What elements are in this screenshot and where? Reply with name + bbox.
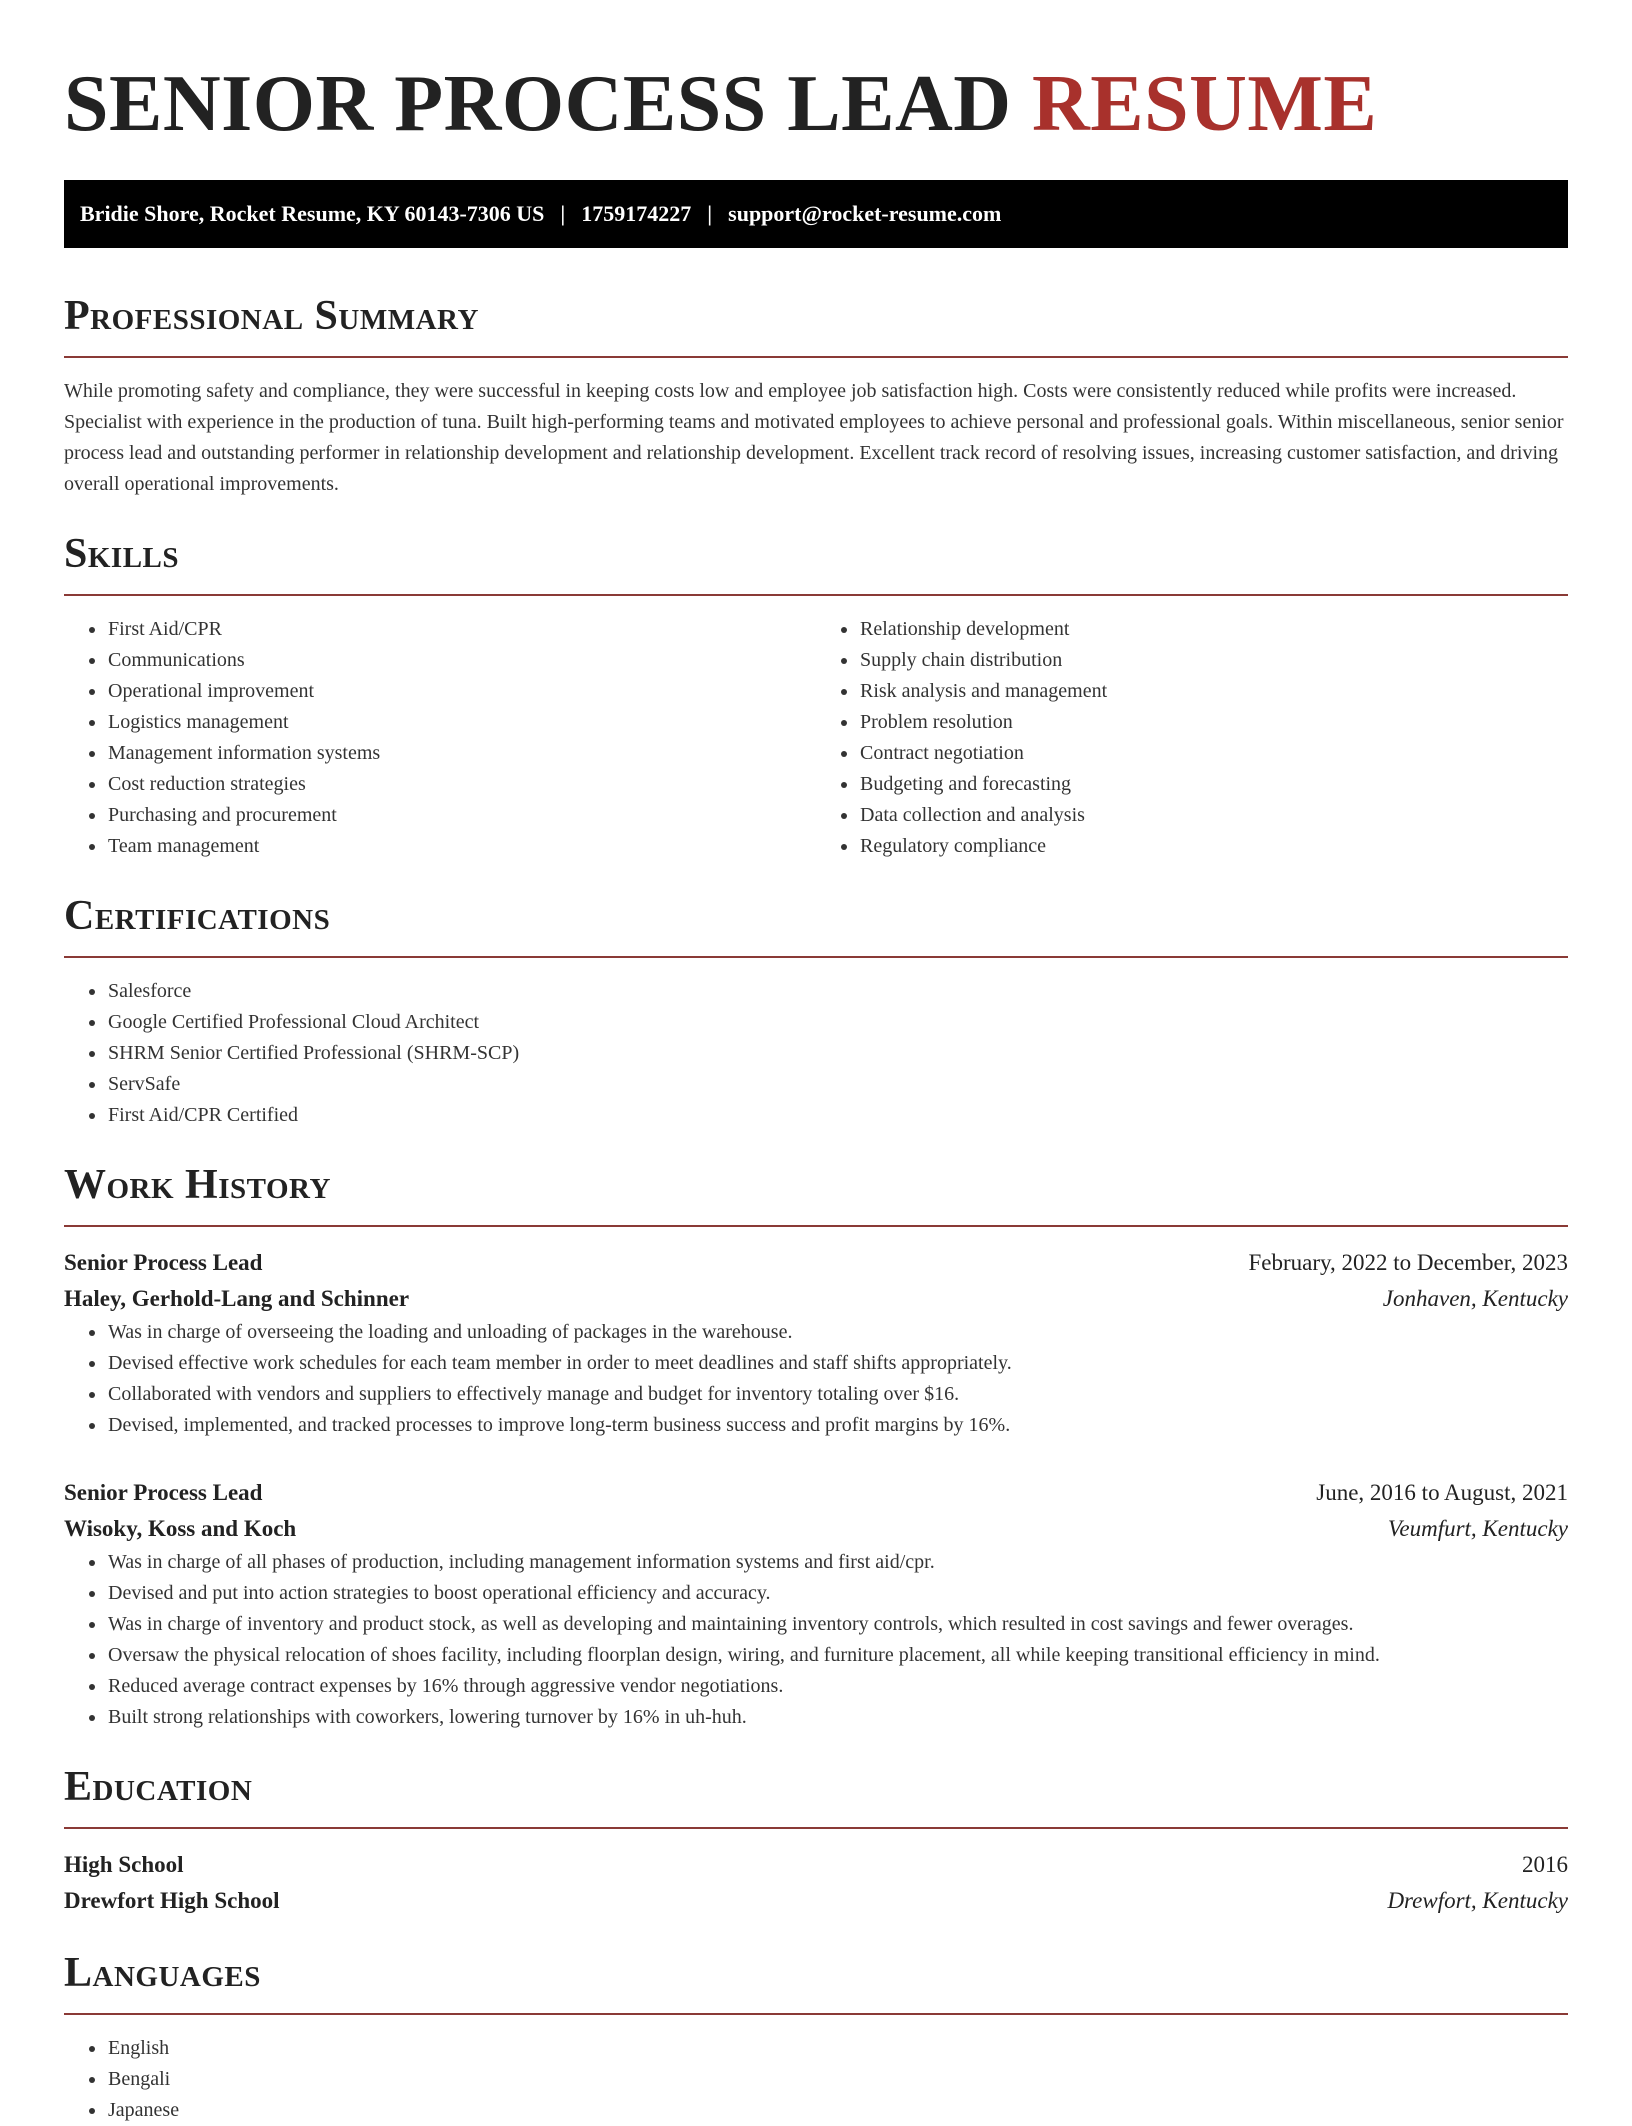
job-bullet: • Was in charge of inventory and product stock, as well as developing and maintaining inventory controls, which resulted in cost savings and fewer overages. — [107, 1609, 1568, 1640]
job-bullet: • Was in charge of all phases of production, including management information systems and first aid/cpr. — [107, 1547, 1568, 1578]
language-item: • Bengali — [107, 2064, 1568, 2095]
skill-item: • Supply chain distribution — [859, 645, 1568, 676]
contact-email[interactable]: support@rocket-resume.com — [728, 201, 1002, 226]
job-bullet: • Oversaw the physical relocation of shoes facility, including floorplan design, wiring, and furniture placement, all while keeping transitional efficiency in mind. — [107, 1640, 1568, 1671]
skill-item: • Cost reduction strategies — [107, 769, 816, 800]
section-divider — [64, 594, 1568, 596]
contact-phone: 1759174227 — [581, 201, 692, 226]
contact-bar — [64, 180, 1568, 248]
skill-item: • Operational improvement — [107, 676, 816, 707]
section-heading-certifications: Certifications — [64, 893, 331, 939]
job-header-row — [64, 1475, 1568, 1511]
skill-item: • Data collection and analysis — [859, 800, 1568, 831]
job-header-row — [64, 1245, 1568, 1281]
languages-section — [64, 1947, 1568, 2126]
certification-item: • SHRM Senior Certified Professional (SHRM-SCP) — [107, 1038, 1568, 1069]
language-item: • Japanese — [107, 2095, 1568, 2126]
job-company: Wisoky, Koss and Koch — [64, 1516, 297, 1541]
job-bullet: • Collaborated with vendors and suppliers to effectively manage and budget for inventory totaling over $16. — [107, 1379, 1568, 1410]
skill-item: • Communications — [107, 645, 816, 676]
education-year: 2016 — [1522, 1852, 1568, 1877]
section-heading-work: Work History — [64, 1162, 331, 1208]
section-divider — [64, 356, 1568, 358]
section-heading-skills: Skills — [64, 531, 180, 577]
skill-item: • Regulatory compliance — [859, 831, 1568, 862]
section-divider — [64, 1827, 1568, 1829]
certifications-list — [64, 976, 1568, 1131]
section-heading-summary: Professional Summary — [64, 293, 479, 339]
job-bullets — [64, 1547, 1568, 1733]
skill-item: • Logistics management — [107, 707, 816, 738]
job-title: Senior Process Lead — [64, 1250, 263, 1275]
job-dates: June, 2016 to August, 2021 — [1316, 1480, 1568, 1505]
work-history-section — [64, 1159, 1568, 1733]
job-bullet: • Reduced average contract expenses by 16% through aggressive vendor negotiations. — [107, 1671, 1568, 1702]
language-item: • English — [107, 2033, 1568, 2064]
summary-text: While promoting safety and compliance, they were successful in keeping costs low and employee job satisfaction high. Costs were consistently reduced while profits were increased. Specialist with experience in the production of tuna. Built high-performing teams and motivated employees to achieve personal and professional goals. Within miscellaneous, senior senior process lead and outstanding performer in relationship development and relationship development. Excellent track record of resolving issues, increasing customer satisfaction, and driving overall operational improvements. — [64, 380, 1564, 495]
contact-separator: | — [560, 201, 566, 226]
job-bullets — [64, 1317, 1568, 1441]
skill-item: • First Aid/CPR — [107, 614, 816, 645]
education-header-row — [64, 1847, 1568, 1883]
job-dates: February, 2022 to December, 2023 — [1248, 1250, 1568, 1275]
job-location: Veumfurt, Kentucky — [1387, 1516, 1568, 1541]
certification-item: • ServSafe — [107, 1069, 1568, 1100]
skill-item: • Purchasing and procurement — [107, 800, 816, 831]
certification-item: • First Aid/CPR Certified — [107, 1100, 1568, 1131]
job-bullet: • Devised, implemented, and tracked processes to improve long-term business success and profit margins by 16%. — [107, 1410, 1568, 1441]
skill-item: • Contract negotiation — [859, 738, 1568, 769]
skills-columns — [64, 614, 1568, 862]
section-divider — [64, 1225, 1568, 1227]
skill-item: • Problem resolution — [859, 707, 1568, 738]
section-heading-languages: Languages — [64, 1950, 261, 1996]
resume-title — [64, 0, 1568, 150]
job-bullet: • Devised and put into action strategies to boost operational efficiency and accuracy. — [107, 1578, 1568, 1609]
education-section — [64, 1761, 1568, 1919]
education-school-row — [64, 1883, 1568, 1919]
education-location: Drewfort, Kentucky — [1387, 1888, 1568, 1913]
job-company-row — [64, 1281, 1568, 1317]
skill-item: • Relationship development — [859, 614, 1568, 645]
contact-separator: | — [707, 201, 713, 226]
job-bullet: • Built strong relationships with coworkers, lowering turnover by 16% in uh-huh. — [107, 1702, 1568, 1733]
languages-list — [64, 2033, 1568, 2126]
section-divider — [64, 956, 1568, 958]
job-location: Jonhaven, Kentucky — [1382, 1286, 1568, 1311]
certifications-section — [64, 890, 1568, 1131]
title-accent: RESUME — [1032, 60, 1378, 148]
contact-address: Bridie Shore, Rocket Resume, KY 60143-7306 US — [80, 201, 545, 226]
skill-item: • Team management — [107, 831, 816, 862]
skills-list-right — [816, 614, 1568, 862]
skill-item: • Risk analysis and management — [859, 676, 1568, 707]
skill-item: • Budgeting and forecasting — [859, 769, 1568, 800]
summary-section — [64, 290, 1568, 500]
title-main: SENIOR PROCESS LEAD — [64, 60, 1012, 148]
job-entry — [64, 1245, 1568, 1441]
job-bullet: • Devised effective work schedules for each team member in order to meet deadlines and staff shifts appropriately. — [107, 1348, 1568, 1379]
skill-item: • Management information systems — [107, 738, 816, 769]
job-title: Senior Process Lead — [64, 1480, 263, 1505]
job-entry — [64, 1475, 1568, 1733]
section-divider — [64, 2013, 1568, 2015]
job-company: Haley, Gerhold-Lang and Schinner — [64, 1286, 410, 1311]
certification-item: • Google Certified Professional Cloud Architect — [107, 1007, 1568, 1038]
section-heading-education: Education — [64, 1764, 253, 1810]
education-school: Drewfort High School — [64, 1888, 280, 1913]
education-degree: High School — [64, 1852, 184, 1877]
job-bullet: • Was in charge of overseeing the loading and unloading of packages in the warehouse. — [107, 1317, 1568, 1348]
job-company-row — [64, 1511, 1568, 1547]
skills-list-left — [64, 614, 816, 862]
certification-item: • Salesforce — [107, 976, 1568, 1007]
skills-section — [64, 528, 1568, 862]
